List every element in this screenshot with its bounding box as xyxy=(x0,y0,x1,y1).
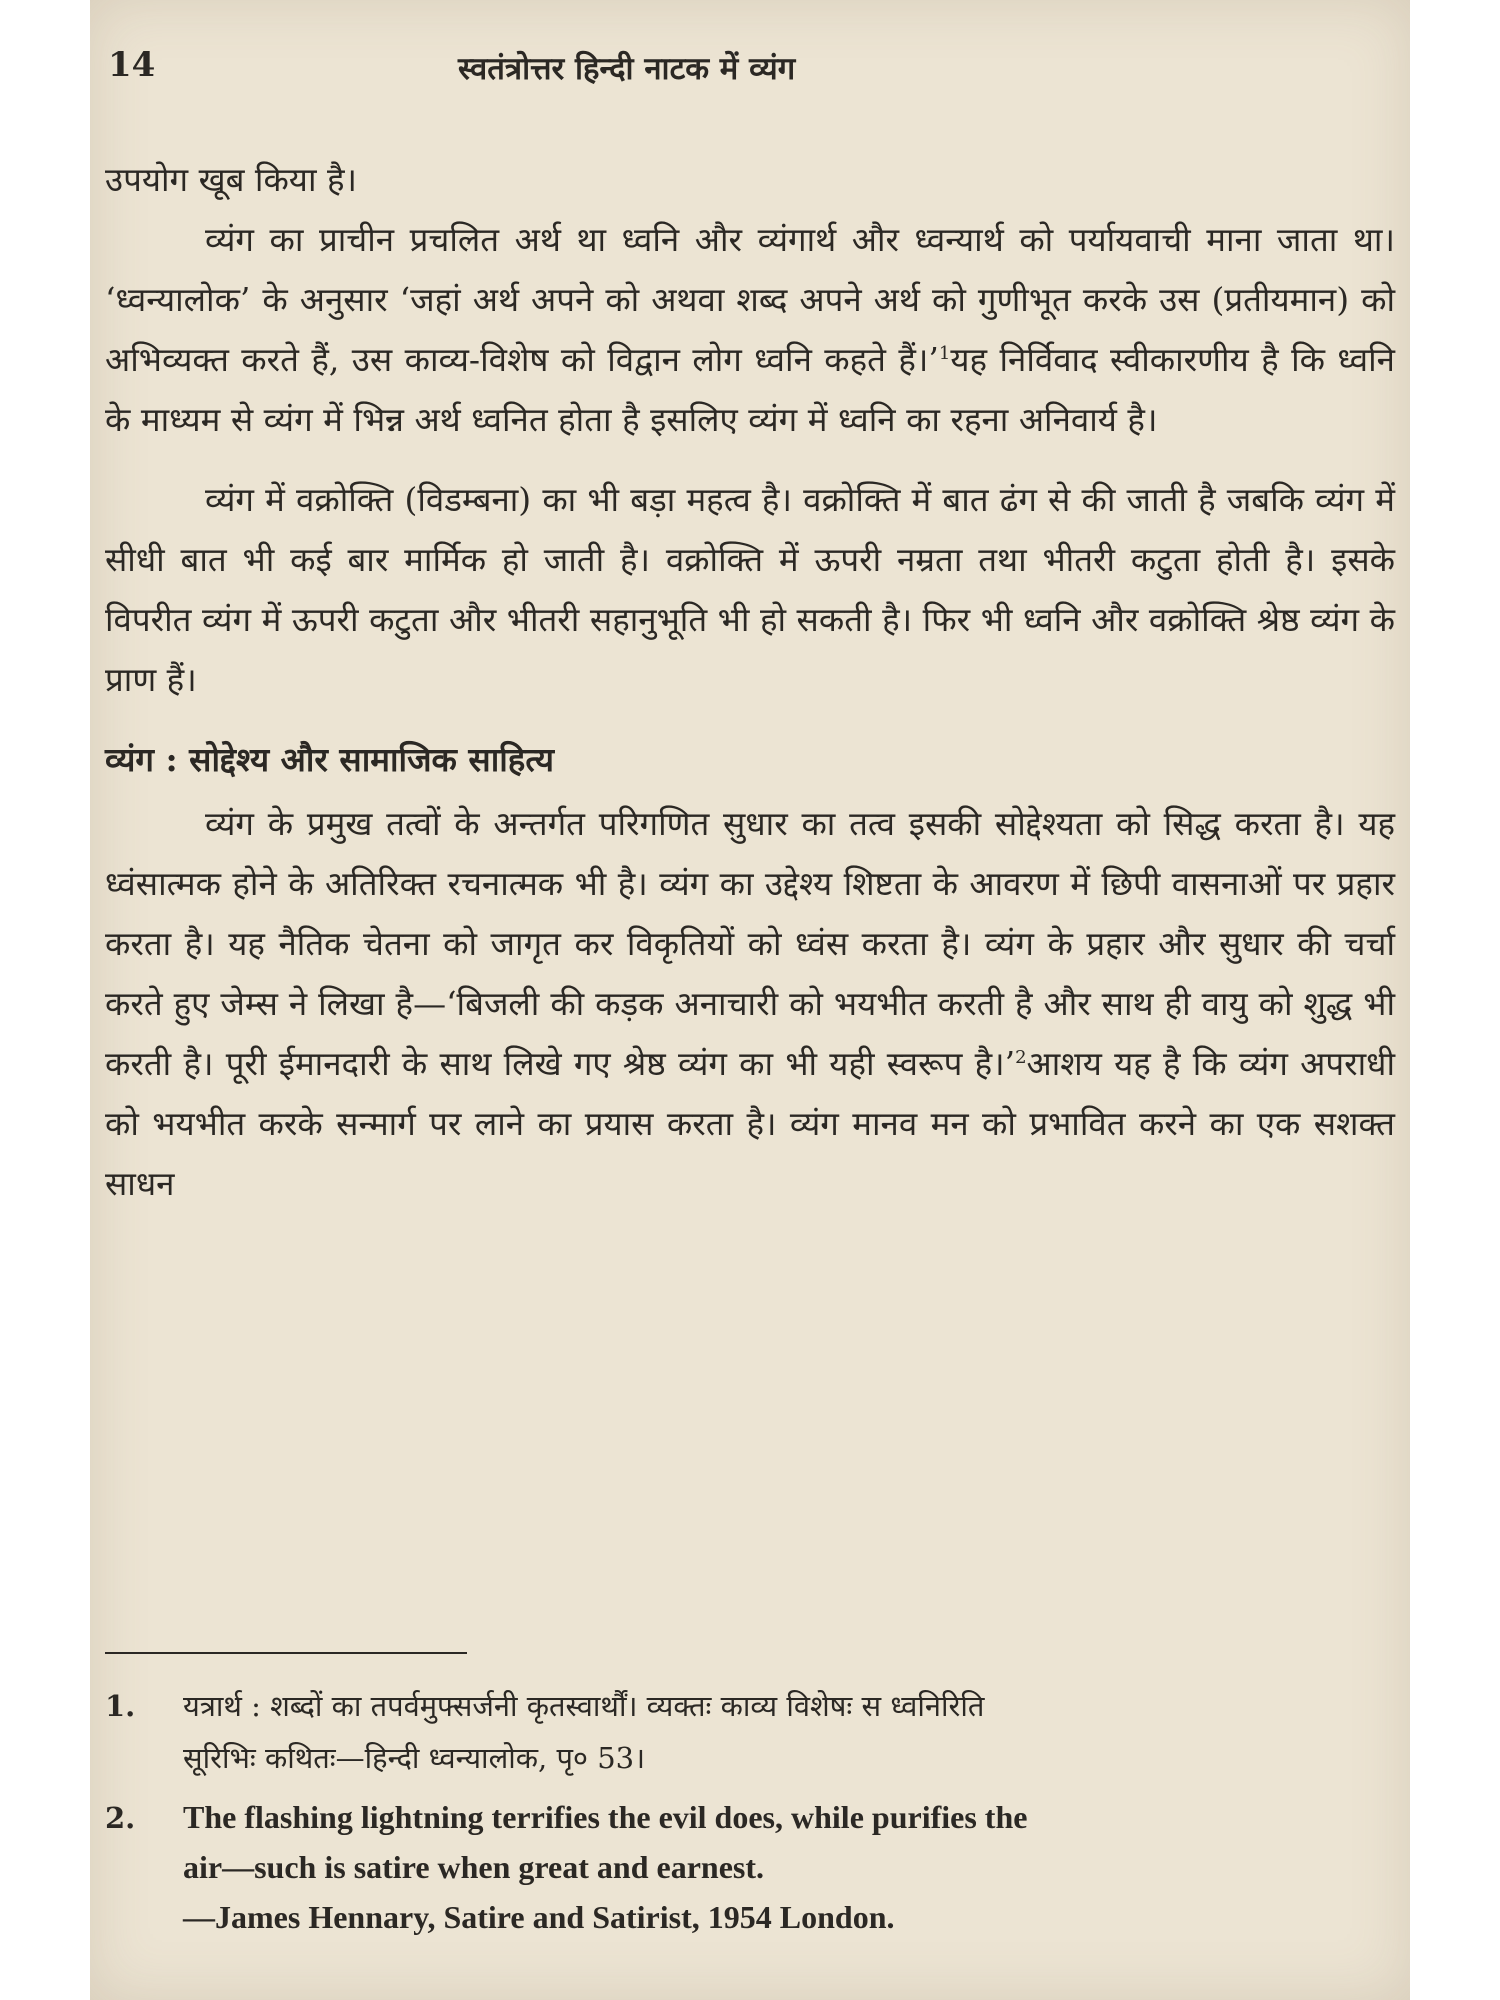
paragraph-text: यह निर्विवाद स्वीकारणीय है कि ध्वनि के माध्यम से व्यंग में भिन्न अर्थ ध्वनित होता है इसलिए व्यंग में ध्वनि का रहना अनिवार्य है। xyxy=(105,340,1395,439)
paragraph-continuation: उपयोग खूब किया है। xyxy=(105,160,358,199)
footnote-attribution: —James Hennary, Satire and Satirist, 1954 London. xyxy=(183,1899,895,1935)
paragraph: व्यंग में वक्रोक्ति (विडम्बना) का भी बड़ा महत्व है। वक्रोक्ति में बात ढंग से की जाती है जबकि व्यंग में सीधी बात भी कई बार मार्मिक हो जाती है। वक्रोक्ति में ऊपरी नम्रता तथा भीतरी कटुता होती है। इसके विपरीत व्यंग में ऊपरी कटुता और भीतरी सहानुभूति भी हो सकती है। फिर भी ध्वनि और वक्रोक्ति श्रेष्ठ व्यंग के प्राण हैं। xyxy=(105,480,1395,699)
section-heading: व्यंग : सोद्देश्य और सामाजिक साहित्य xyxy=(105,740,555,779)
paragraph-text: व्यंग के प्रमुख तत्वों के अन्तर्गत परिगणित सुधार का तत्व इसकी सोद्देश्यता को सिद्ध करता है। यह ध्वंसात्मक होने के अतिरिक्त रचनात्मक भी है। व्यंग का उद्देश्य शिष्टता के आवरण में छिपी वासनाओं पर प्रहार करता है। यह नैतिक चेतना को जागृत कर विकृतियों को ध्वंस करता है। व्यंग के प्रहार और सुधार की चर्चा करते हुए जेम्स ने लिखा है—‘बिजली की कड़क अनाचारी को भयभीत करती है और साथ ही वायु को शुद्ध भी करती है। पूरी ईमानदारी के साथ लिखे गए श्रेष्ठ व्यंग का भी यही स्वरूप है।’ xyxy=(105,804,1395,1083)
footnote-line: air—such is satire when great and earnest. xyxy=(183,1849,765,1885)
paragraph xyxy=(105,794,1395,1214)
footnote-reference: 1 xyxy=(938,343,951,364)
paragraph-text: आशय यह है कि व्यंग अपराधी को भयभीत करके सन्मार्ग पर लाने का प्रयास करता है। व्यंग मानव मन को प्रभावित करने का एक सशक्त साधन xyxy=(105,1044,1395,1203)
footnote xyxy=(105,1792,1395,1942)
footnote-line: यत्रार्थ : शब्दों का तपर्वमुफ्सर्जनी कृतस्वार्थौं। व्यक्तः काव्य विशेषः स ध्वनिरिति xyxy=(183,1689,985,1723)
book-page xyxy=(90,0,1410,2000)
footnote-reference: 2 xyxy=(1015,1047,1027,1068)
footnote-body xyxy=(183,1792,1395,1942)
footnote-number: 1. xyxy=(105,1689,136,1723)
footnote-line: सूरिभिः कथितः—हिन्दी ध्वन्यालोक, पृ० 53। xyxy=(183,1741,646,1775)
footnote-body xyxy=(183,1680,1395,1784)
footnote-divider xyxy=(105,1652,467,1654)
body-text xyxy=(105,150,1395,1214)
page-number: 14 xyxy=(108,45,156,85)
paragraph xyxy=(105,210,1395,450)
page-header xyxy=(108,45,1392,95)
running-head: स्वतंत्रोत्तर हिन्दी नाटक में व्यंग xyxy=(458,51,796,87)
footnote-line: The flashing lightning terrifies the evil does, while purifies the xyxy=(183,1799,1028,1835)
footnote-number: 2. xyxy=(105,1801,136,1835)
footnotes xyxy=(105,1680,1395,1942)
footnote xyxy=(105,1680,1395,1784)
paragraph-text: व्यंग का प्राचीन प्रचलित अर्थ था ध्वनि और व्यंगार्थ और ध्वन्यार्थ को पर्यायवाची माना जाता था। ‘ध्वन्यालोक’ के अनुसार ‘जहां अर्थ अपने को अथवा शब्द अपने अर्थ को गुणीभूत करके उस (प्रतीयमान) को अभिव्यक्त करते हैं, उस काव्य-विशेष को विद्वान लोग ध्वनि कहते हैं।’ xyxy=(105,220,1395,379)
